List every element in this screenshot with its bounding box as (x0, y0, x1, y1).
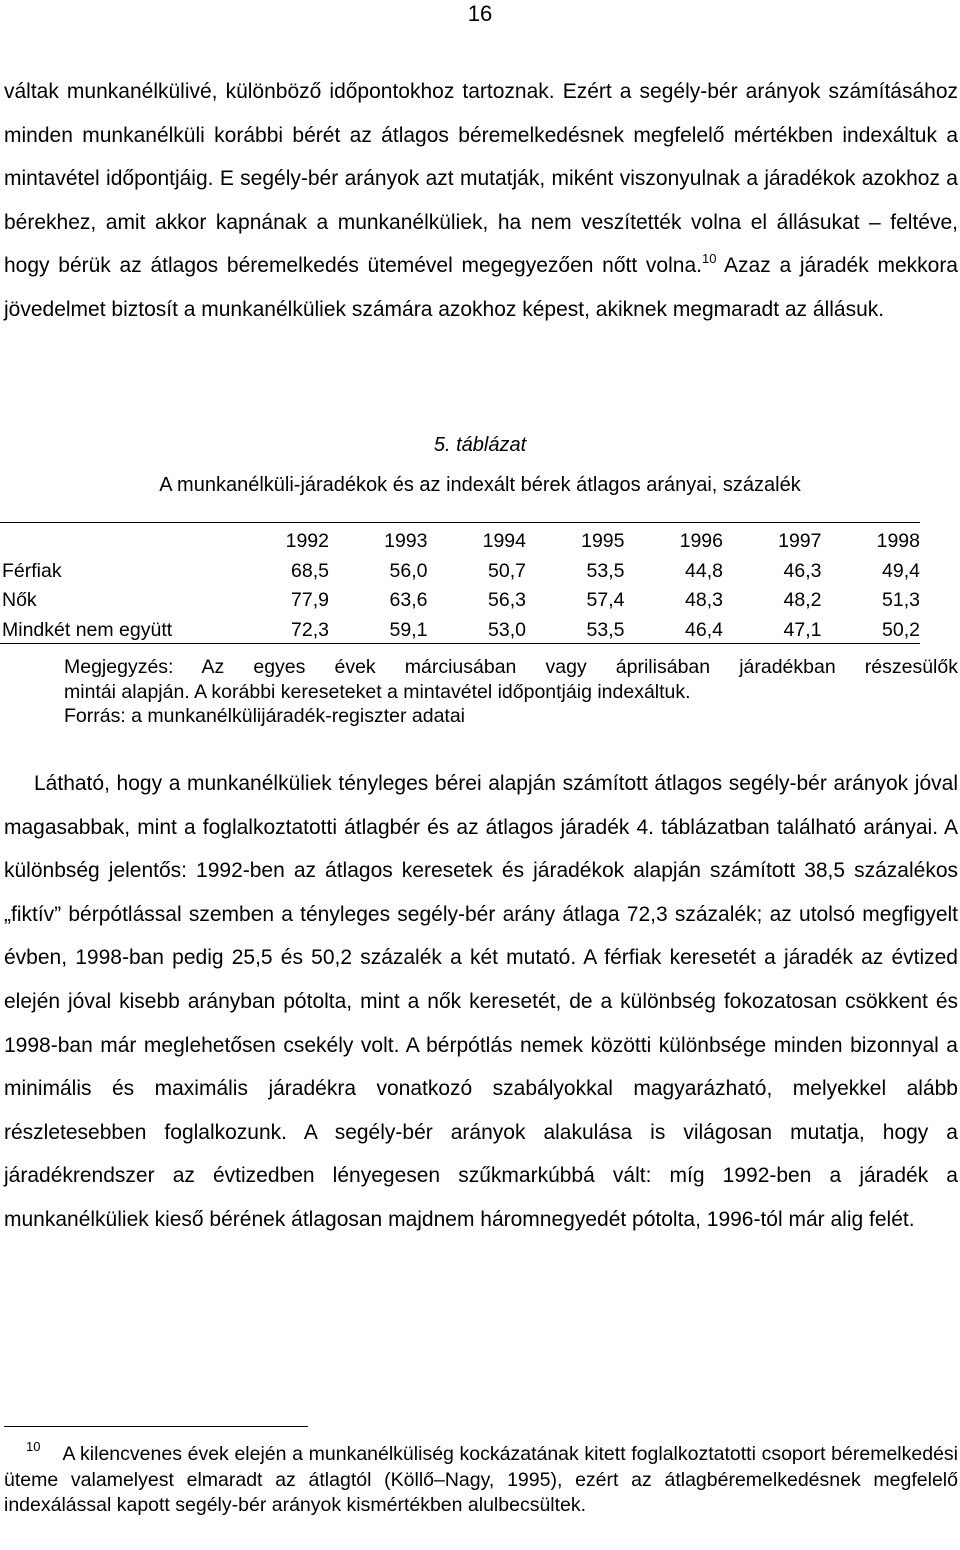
table-cell: 48,3 (685, 589, 723, 611)
body-paragraph-2: Látható, hogy a munkanélküliek tényleges bérei alapján számított átlagos segély-bér arányok jóval magasabbak, mint a foglalkoztatotti átlagbér és az átlagos járadék 4. táblázatban található arányai. A különbség jelentős: 1992-ben az átlagos keresetek és járadékok alapján számított 38,5 százalékos „fiktív” bérpótlással szemben a tényleges segély-bér arány átlaga 72,3 százalék; az utolsó megfigyelt évben, 1998-ban pedig 25,5 és 50,2 százalék a két mutató. A férfiak keresetét a járadék az évtized elején jóval kisebb arányban pótolta, mint a nők keresetét, de a különbség fokozatosan csökkent és 1998-ban már meglehetősen csekély volt. A bérpótlás nemek közötti különbsége minden bizonnyal a minimális és maximális járadékra vonatkozó szabályokkal magyarázható, melyekkel alább részletesebben foglalkozunk. A segély-bér arányok alakulása is világosan mutatja, hogy a járadékrendszer az évtizedben lényegesen szűkmarkúbbá vált: míg 1992-ben a járadék a munkanélküliek kieső bérének átlagosan majdnem háromnegyedét pótolta, 1996-tól már alig felét. (4, 772, 958, 1231)
table-cell: 50,2 (882, 618, 920, 641)
table-cell: 77,9 (291, 589, 329, 611)
footnote-separator (4, 1426, 308, 1427)
row-label: Férfiak (2, 559, 62, 582)
table-header-row (2, 527, 920, 557)
body-paragraph-1 (4, 70, 958, 332)
table-cell: 46,4 (685, 618, 723, 641)
footnote-reference: 10 (701, 251, 717, 267)
footnote (4, 1439, 958, 1519)
table-cell: 50,7 (488, 559, 526, 582)
table-cell: 56,0 (389, 559, 428, 582)
row-label: Nők (2, 589, 37, 611)
table-row (2, 616, 920, 646)
table-note-line-1: Megjegyzés: Az egyes évek márciusában vagy áprilisában járadékban részesülők (64, 656, 958, 678)
table-cell: 46,3 (783, 559, 822, 582)
table-cell: 47,1 (783, 618, 822, 641)
footnote-text: A kilencvenes évek elején a munkanélküliség kockázatának kitett foglalkoztatotti csoport béremelkedési üteme valamelyest elmaradt az átlagtól (Köllő–Nagy, 1995), ezért az átlagbéremelkedésnek megfelelő indexálással kapott segély-bér arányok kismértékben alulbecsültek. (4, 1443, 958, 1516)
year-header: 1994 (482, 530, 526, 552)
table-cell: 72,3 (291, 618, 329, 641)
table-cell: 59,1 (389, 618, 428, 641)
table-cell: 48,2 (783, 589, 822, 611)
table-note-line-2: mintái alapján. A korábbi kereseteket a mintavétel időpontjáig indexáltuk. (64, 680, 691, 703)
table-cell: 56,3 (488, 589, 526, 611)
page-number: 16 (467, 1, 493, 26)
table-row (2, 557, 920, 587)
paragraph-1-text: váltak munkanélkülivé, különböző időpontokhoz tartoznak. Ezért a segély-bér arányok számításához minden munkanélküli korábbi bérét az átlagos béremelkedésnek megfelelő mértékben indexáltuk a mintavétel időpontjáig. E segély-bér arányok azt mutatják, miként viszonyulnak a járadékok azokhoz a bérekhez, amit akkor kapnának a munkanélküliek, ha nem veszítették volna el állásukat – feltéve, hogy bérük az átlagos béremelkedés ütemével megegyezően nőtt volna. (4, 80, 958, 278)
table-cell: 53,0 (488, 618, 526, 641)
table-cell: 51,3 (882, 589, 920, 611)
row-label: Mindkét nem együtt (2, 618, 173, 641)
header-empty-cell (2, 527, 231, 557)
table-number: 5. táblázat (433, 434, 527, 456)
year-header: 1995 (581, 530, 625, 552)
data-table (2, 527, 920, 645)
table-cell: 44,8 (685, 559, 723, 582)
table-cell: 53,5 (586, 559, 625, 582)
table-note (64, 655, 958, 729)
year-header: 1992 (285, 530, 329, 552)
table-source: Forrás: a munkanélkülijáradék-regiszter adatai (64, 705, 466, 727)
year-header: 1997 (778, 530, 822, 552)
paragraph-1-continuation: Azaz a járadék mekkora jövedelmet biztosít a munkanélküliek számára azokhoz képest, akiknek megmaradt az állásuk. (4, 254, 958, 321)
table-row (2, 586, 920, 616)
table-title: A munkanélküli-járadékok és az indexált bérek átlagos arányai, százalék (159, 474, 801, 496)
table-top-rule (0, 522, 920, 523)
table-cell: 53,5 (586, 618, 625, 641)
year-header: 1993 (384, 530, 428, 552)
year-header: 1996 (679, 530, 723, 552)
table-cell: 68,5 (291, 559, 329, 582)
table-cell: 49,4 (882, 559, 920, 582)
table-bottom-rule (0, 643, 920, 644)
table-cell: 57,4 (586, 589, 625, 611)
year-header: 1998 (876, 530, 920, 552)
footnote-marker: 10 (26, 1439, 41, 1454)
table-cell: 63,6 (389, 589, 428, 611)
